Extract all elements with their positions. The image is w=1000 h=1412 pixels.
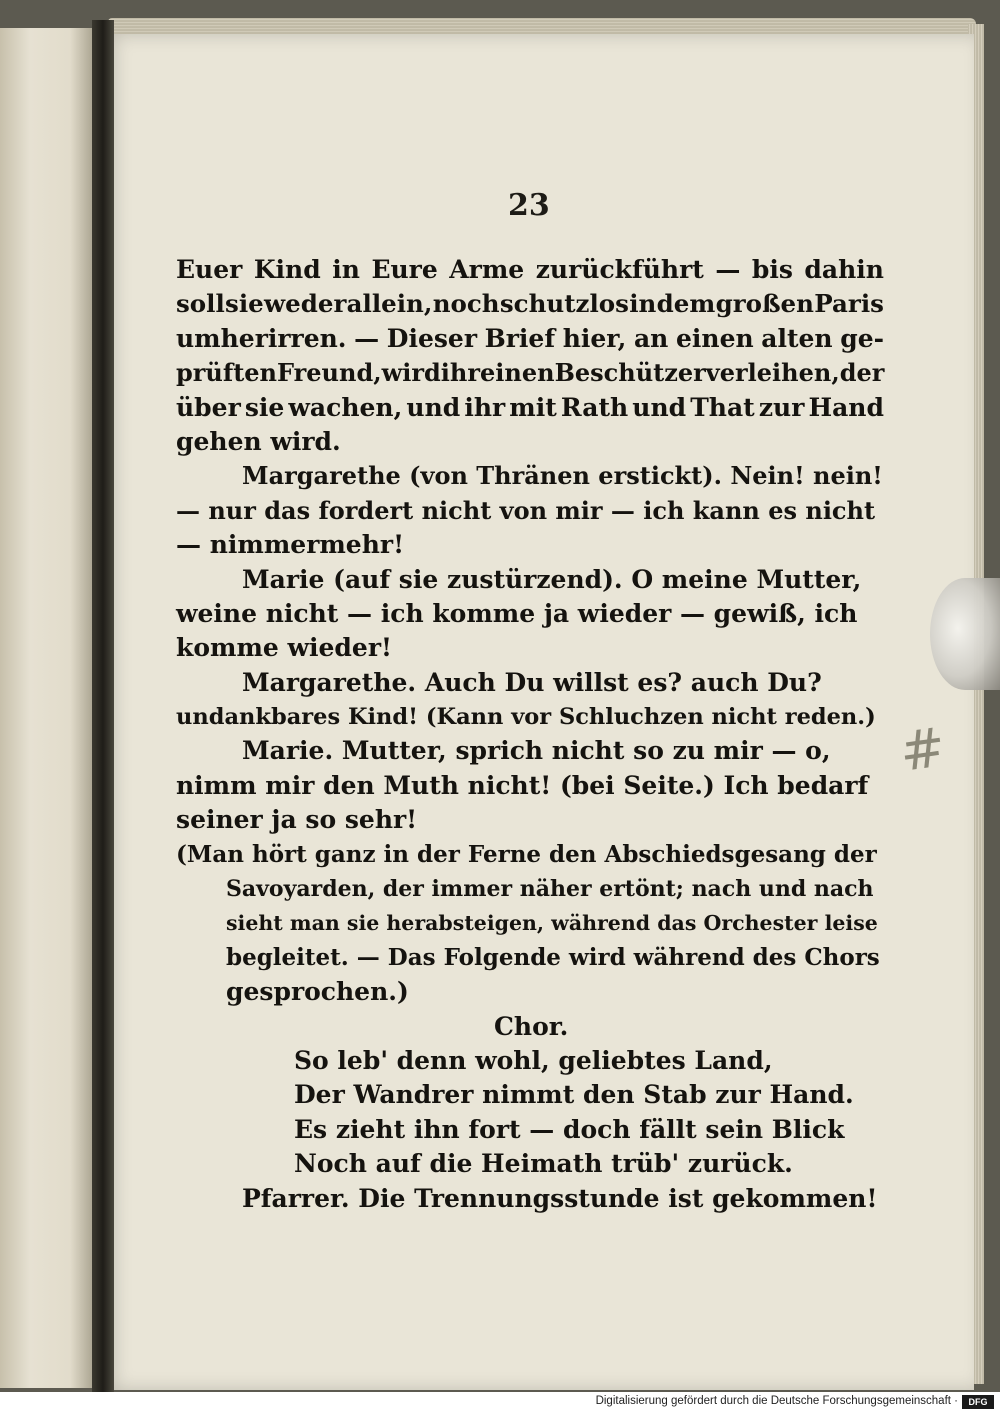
previous-page-edge [0, 28, 100, 1388]
text-line: nimm mir den Muth nicht! (bei Seite.) Ich bedarf [176, 770, 869, 800]
text-line: prüften Freund, wird ihr einen Beschützer verleihen, der [176, 358, 885, 388]
page-number: 23 [508, 188, 550, 223]
text-line: weine nicht — ich komme ja wieder — gewiß, ich [176, 598, 858, 628]
stage-direction: (Man hört ganz in der Ferne den Abschiedsgesang der [176, 840, 877, 868]
speaker-line: Marie. Mutter, sprich nicht so zu mir — o, [242, 736, 831, 766]
text-line: über sie wachen, und ihr mit Rath und That zur Hand [176, 392, 884, 422]
text-line: — nimmermehr! [176, 530, 405, 560]
margin-mark: # [895, 715, 950, 784]
text-line: undankbares Kind! (Kann vor Schluchzen nicht reden.) [176, 704, 876, 731]
page-text [176, 253, 884, 1216]
verse-line: Es zieht ihn fort — doch fällt sein Blick [294, 1114, 845, 1144]
verse-line: So leb' denn wohl, geliebtes Land, [294, 1045, 773, 1075]
text-line: gehen wird. [176, 426, 341, 456]
speaker-line: Pfarrer. Die Trennungsstunde ist gekommen! [242, 1183, 878, 1213]
speaker-line: Margarethe (von Thränen erstickt). Nein! nein! [242, 461, 883, 491]
page-tab-marker [930, 578, 1000, 690]
stage-direction: begleitet. — Das Folgende wird während des Chors [226, 943, 880, 971]
book-spine [92, 20, 114, 1392]
verse-line: Der Wandrer nimmt den Stab zur Hand. [294, 1080, 854, 1110]
text-line: seiner ja so sehr! [176, 805, 418, 835]
speaker-line: Marie (auf sie zustürzend). O meine Mutter, [242, 564, 862, 594]
stage-direction: sieht man sie herabsteigen, während das Orchester leise [226, 911, 878, 936]
text-line: — nur das fordert nicht von mir — ich kann es nicht [176, 495, 876, 525]
footer-bar [0, 1392, 1000, 1412]
stage-direction: Savoyarden, der immer näher ertönt; nach und nach [226, 876, 874, 903]
text-line: Euer Kind in Eure Arme zurückführt — bis dahin [176, 255, 884, 284]
stage-direction: gesprochen.) [226, 977, 409, 1007]
speaker-line: Margarethe. Auch Du willst es? auch Du? [242, 667, 822, 697]
dfg-logo: DFG [962, 1395, 994, 1409]
chorus-heading: Chor. [494, 1011, 569, 1041]
verse-line: Noch auf die Heimath trüb' zurück. [294, 1149, 793, 1179]
text-line: komme wieder! [176, 633, 392, 663]
footer-credit: Digitalisierung gefördert durch die Deutsche Forschungsgemeinschaft · [595, 1395, 958, 1407]
text-line: soll sie weder allein, noch schutzlos in dem großen Paris [176, 289, 884, 319]
text-line: umherirren. — Dieser Brief hier, an einen alten ge- [176, 323, 884, 353]
